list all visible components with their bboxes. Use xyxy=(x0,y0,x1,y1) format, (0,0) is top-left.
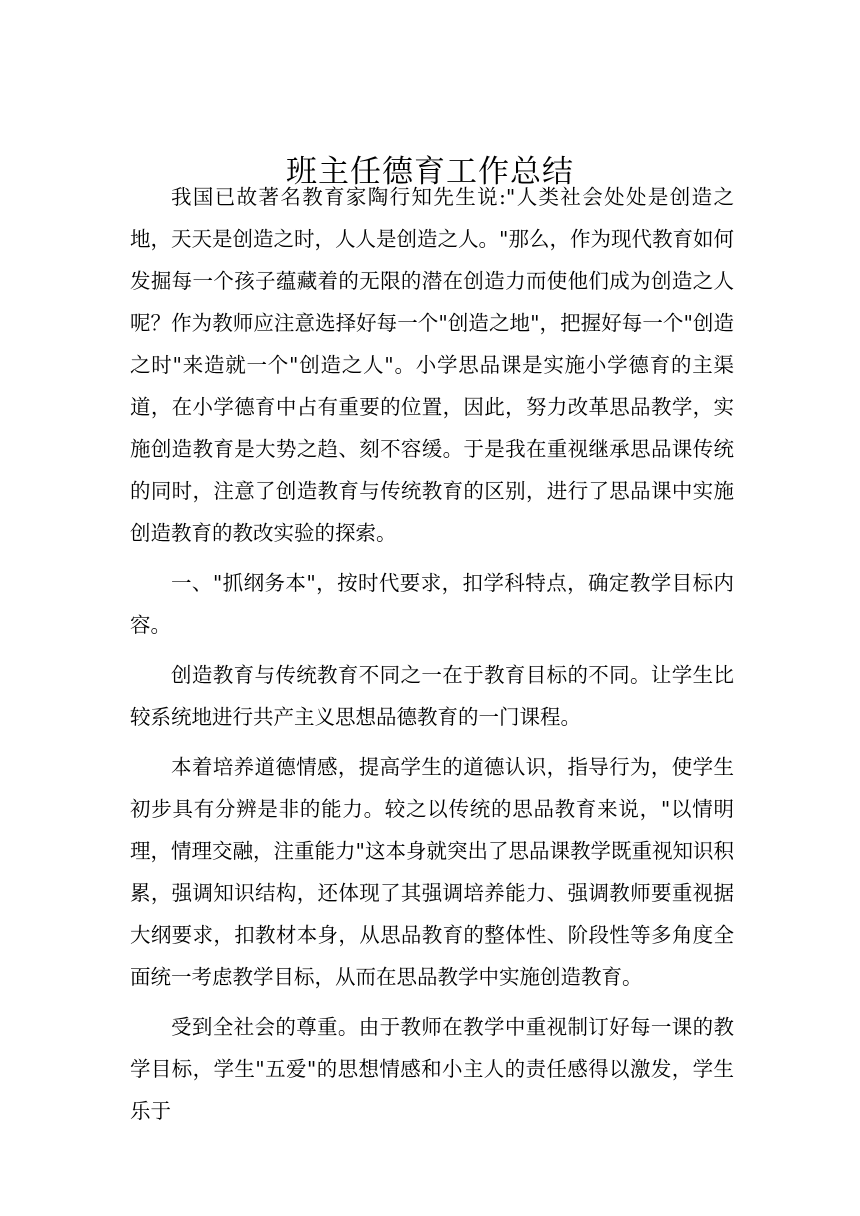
paragraph-intro: 我国已故著名教育家陶行知先生说:"人类社会处处是创造之地，天天是创造之时，人人是创造之人。"那么，作为现代教育如何发掘每一个孩子蕴藏着的无限的潜在创造力而使他们成为创造之人呢？作为教师应注意选择好每一个"创造之地"，把握好每一个"创造之时"来造就一个"创造之人"。小学思品课是实施小学德育的主渠道，在小学德育中占有重要的位置，因此，努力改革思品教学，实施创造教育是大势之趋、刻不容缓。于是我在重视继承思品课传统的同时，注意了创造教育与传统教育的区别，进行了思品课中实施创造教育的教改实验的探索。 xyxy=(130,185,734,545)
paragraph-goal-difference: 创造教育与传统教育不同之一在于教育目标的不同。让学生比较系统地进行共产主义思想品德教育的一门课程。 xyxy=(130,663,734,729)
paragraph-respect: 受到全社会的尊重。由于教师在教学中重视制订好每一课的教学目标，学生"五爱"的思想情感和小主人的责任感得以激发，学生乐于 xyxy=(130,1015,734,1123)
document-title: 班主任德育工作总结 xyxy=(286,154,574,190)
document-body xyxy=(130,176,734,1132)
paragraph-moral-emotion: 本着培养道德情感，提高学生的道德认识，指导行为，使学生初步具有分辨是非的能力。较之以传统的思品教育来说，"以情明理，情理交融，注重能力"这本身就突出了思品课教学既重视知识积累，强调知识结构，还体现了其强调培养能力、强调教师要重视据大纲要求，扣教材本身，从思品教育的整体性、阶段性等多角度全面统一考虑教学目标，从而在思品教学中实施创造教育。 xyxy=(130,755,734,989)
paragraph-section-heading: 一、"抓纲务本"，按时代要求，扣学科特点，确定教学目标内容。 xyxy=(130,571,734,637)
